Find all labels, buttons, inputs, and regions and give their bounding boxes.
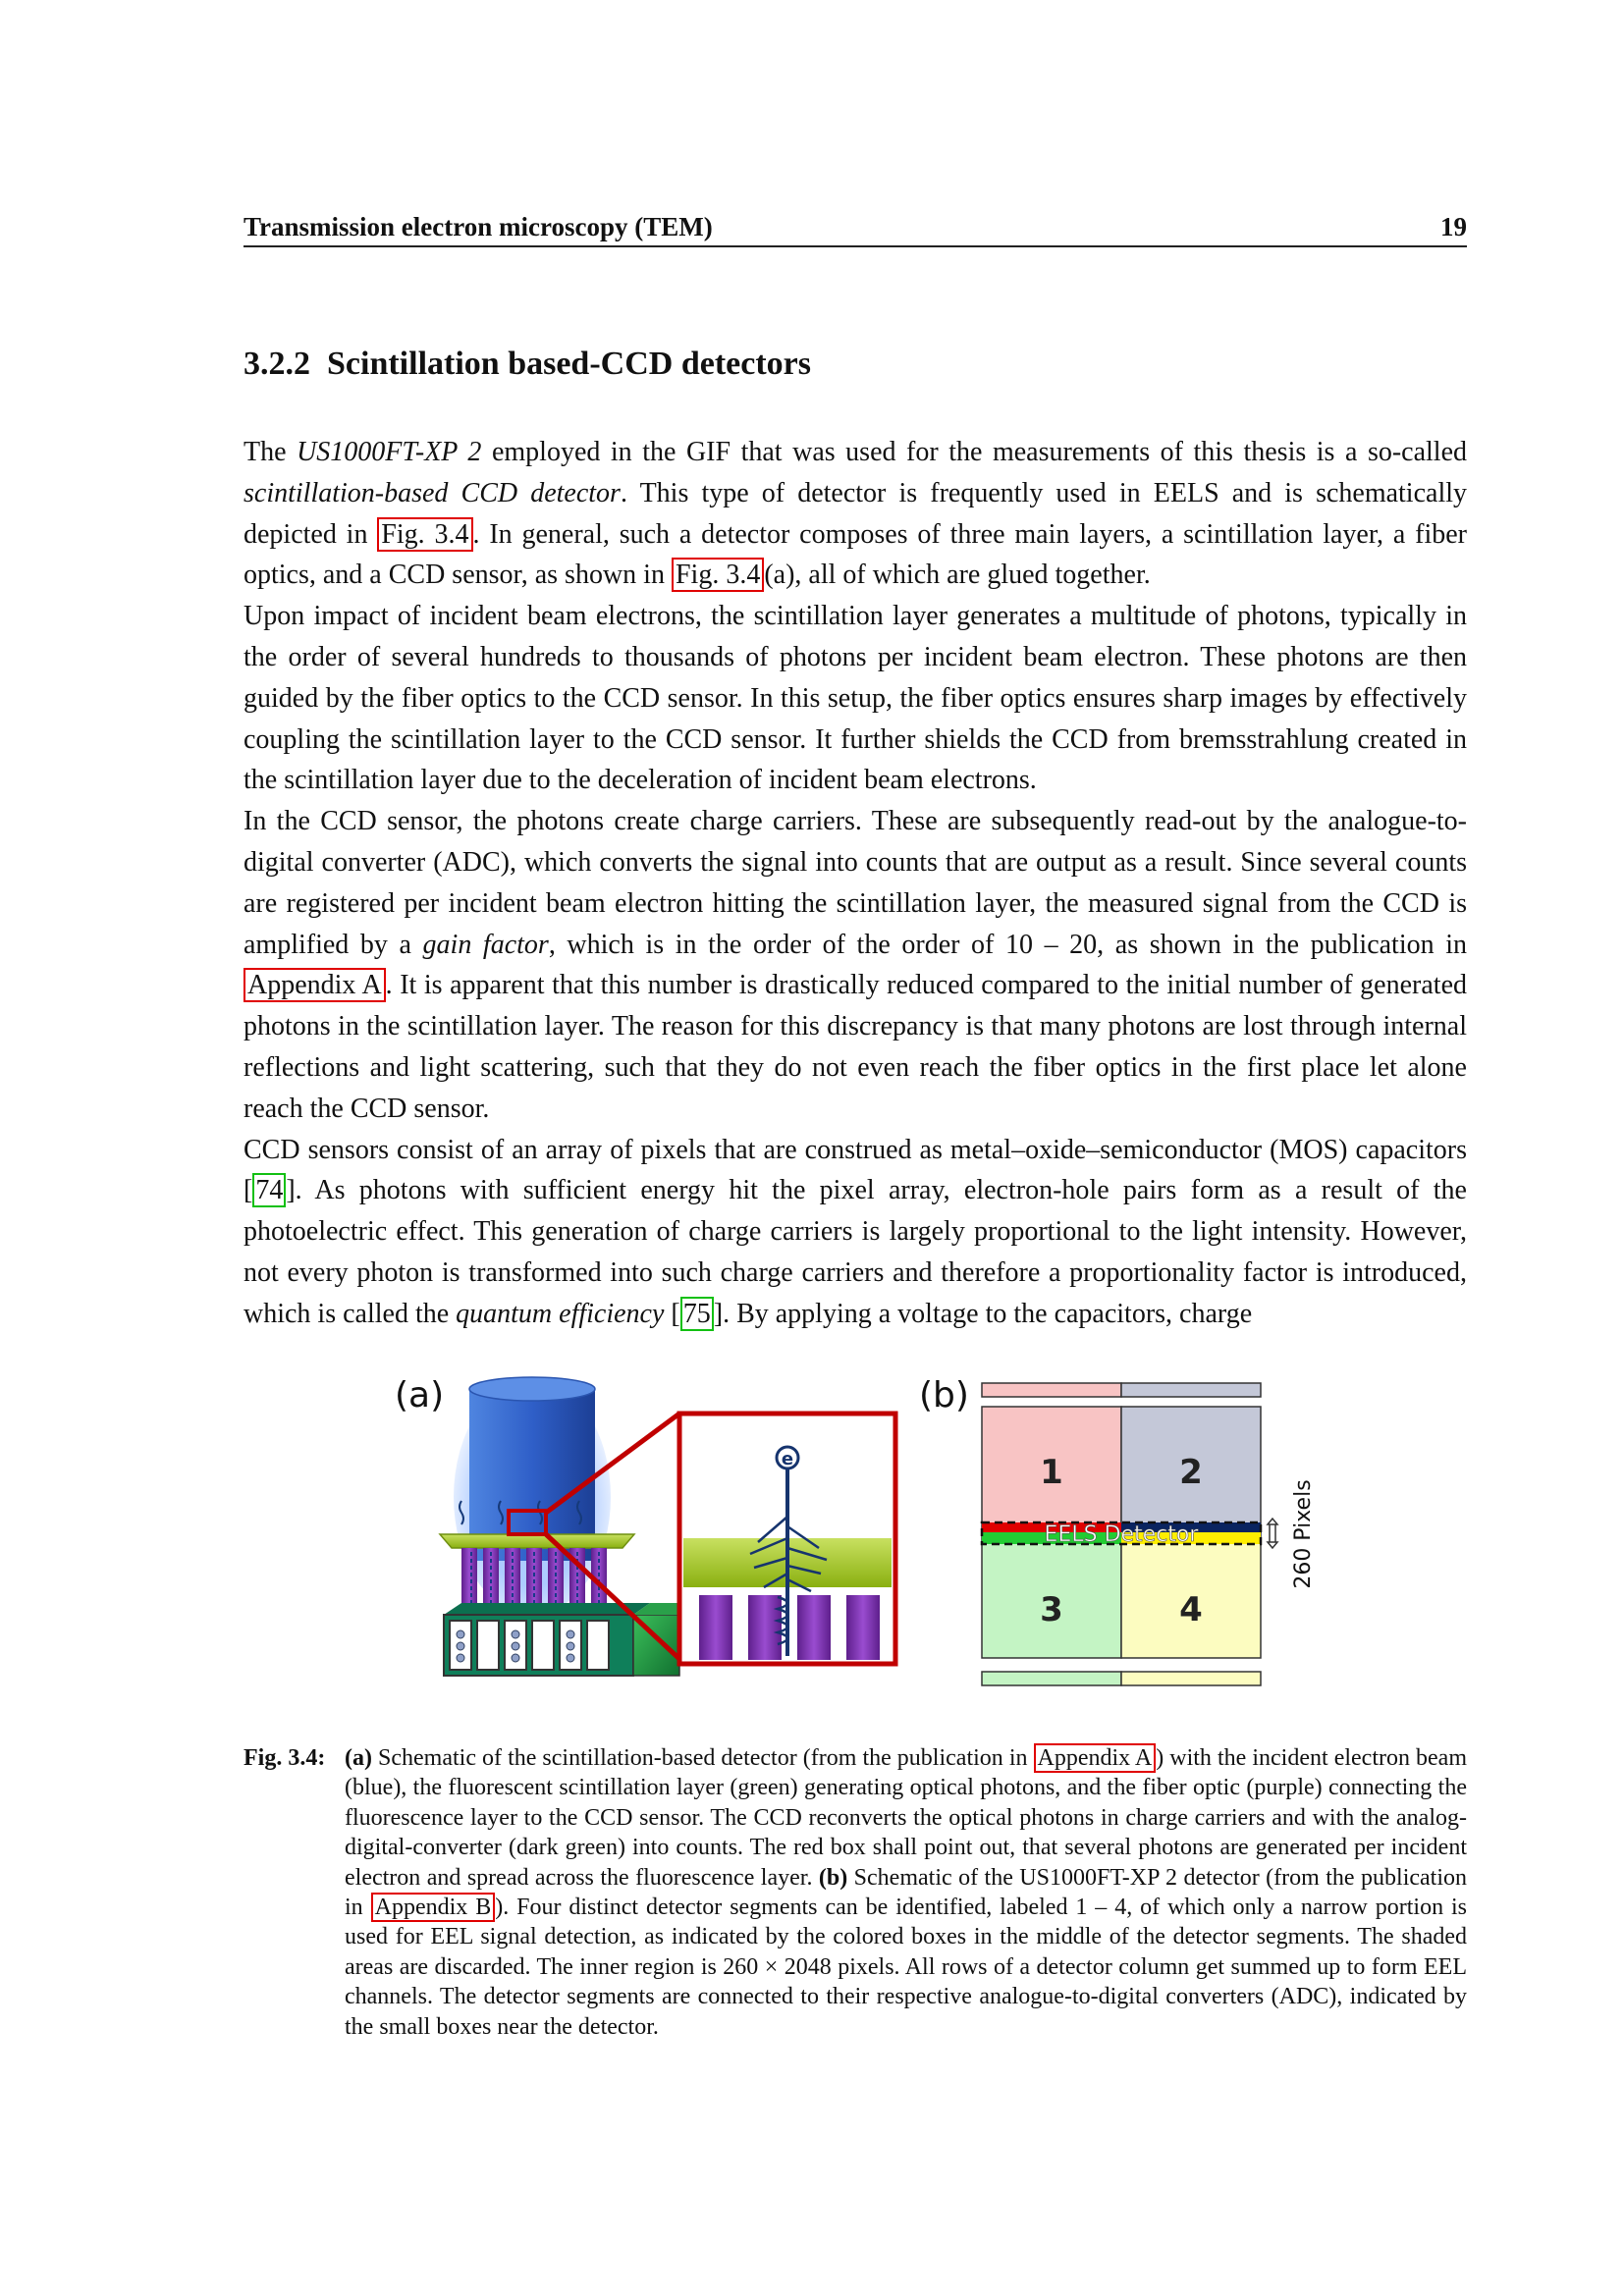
zoom-inset xyxy=(679,1414,895,1664)
pixels-label: 260 Pixels xyxy=(1291,1479,1316,1589)
fiber-optics xyxy=(461,1548,607,1609)
text-run: ). Four distinct detector segments can be identified, labeled 1 – 4, of which only a narrow portion is used for EEL signal detection, as indicated by the colored boxes in the middle of the detector segments. The shaded areas are discarded. The inner region is 260 × 2048 pixels. All rows of a detector column get summed up to form EEL channels. The detector segments are connected to their respective analogue-to-digital converters (ADC), indicated by the small boxes near the detector. xyxy=(345,1895,1467,2040)
appendix-b-link[interactable]: Appendix B xyxy=(371,1893,496,1922)
segment-2-label: 2 xyxy=(1179,1453,1203,1492)
paragraph-2: Upon impact of incident beam electrons, the scintillation layer generates a multitude of photons, typically in the order of several hundreds to thousands of photons per incident beam electron. These photons are then guided by the fiber optics to the CCD sensor. In this setup, the fiber optics ensures sharp images by effectively coupling the scintillation layer to the CCD sensor. It further shields the CCD from bremsstrahlung created in the scintillation layer due to the deceleration of incident beam electrons. xyxy=(244,601,1467,796)
detector-segments xyxy=(982,1383,1261,1685)
text-run: . In general, such a detector composes of three main layers, a scintillation layer, a fiber optics, and a CCD sensor, as shown in xyxy=(244,518,1468,591)
caption-body xyxy=(345,1743,1467,2042)
citation-75-link[interactable]: 75 xyxy=(680,1297,714,1331)
term-gain-factor: gain factor xyxy=(422,929,549,960)
section-title: Scintillation based-CCD detectors xyxy=(327,346,811,382)
term-quantum-efficiency: quantum efficiency xyxy=(456,1298,665,1329)
page-number: 19 xyxy=(1440,212,1467,241)
section-heading xyxy=(244,346,811,383)
caption-a-tag: (a) xyxy=(345,1745,372,1771)
appendix-a-link[interactable]: Appendix A xyxy=(1034,1743,1157,1773)
detector-name: US1000FT-XP 2 xyxy=(297,437,482,467)
text-run: Schematic of the US1000FT-XP 2 detector (from the publication in xyxy=(345,1864,1468,1921)
eels-detector-label: EELS Detector xyxy=(1044,1522,1199,1547)
text-run: ) with the incident electron beam (blue), the fluorescent scintillation layer (green) generating optical photons, and the fiber optic (purple) connecting the fluorescence layer to the CCD sensor. The CCD reconverts the optical photons in charge carriers and with the analog-digital-converter (dark green) into counts. The red box shall point out, that several photons are generated per incident electron and spread across the fluorescence layer. xyxy=(345,1745,1467,1891)
running-header xyxy=(244,208,1467,247)
body-text xyxy=(244,432,1467,1335)
fig-3-4-link[interactable]: Fig. 3.4 xyxy=(377,517,472,552)
ccd-sensor xyxy=(444,1603,650,1676)
text-run: , which is in the order of the order of 10 – 20, as shown in the publication in xyxy=(548,929,1467,960)
text-run: . This type of detector is frequently used in EELS and is schematically depicted in xyxy=(244,477,1467,550)
text-run: . It is apparent that this number is drastically reduced compared to the initial number of generated photons in the scintillation layer. The reason for this discrepancy is that many photons are lost through internal reflections and light scattering, such that they do not even reach the fiber optics in the first place let alone reach the CCD sensor. xyxy=(244,970,1467,1124)
text-run: employed in the GIF that was used for the measurements of this thesis is a so-called xyxy=(481,437,1468,467)
chapter-title: Transmission electron microscopy (TEM) xyxy=(244,212,713,241)
caption-label: Fig. 3.4: xyxy=(244,1745,326,1771)
electron-symbol: e xyxy=(781,1449,794,1469)
panel-label-a: (a) xyxy=(395,1375,445,1415)
text-run: In the CCD sensor, the photons create charge carriers. These are subsequently read-out by the analogue-to-digital converter (ADC), which converts the signal into counts that are output as a result. Since several counts are registered per incident beam electron hitting the scintillation layer, the measured signal from the CCD is amplified by a xyxy=(244,806,1467,960)
segment-4-label: 4 xyxy=(1179,1590,1203,1629)
text-run: ]. As photons with sufficient energy hit the pixel array, electron-hole pairs form as a result of the photoelectric effect. This generation of charge carriers is largely proportional to the light intensity. However, not every photon is transformed into such charge carriers and therefore a proportionality factor is introduced, which is called the xyxy=(244,1175,1467,1329)
text-run: ]. By applying a voltage to the capacitors, charge xyxy=(713,1298,1253,1329)
paragraph-3 xyxy=(244,801,1467,1129)
figure-caption xyxy=(244,1743,1467,2042)
citation-74-link[interactable]: 74 xyxy=(252,1173,286,1207)
panel-label-b: (b) xyxy=(919,1375,969,1415)
section-number: 3.2.2 xyxy=(244,346,310,382)
appendix-a-link[interactable]: Appendix A xyxy=(244,968,386,1002)
text-run: CCD sensors consist of an array of pixels that are construed as metal–oxide–semiconductor (MOS) capacitors [ xyxy=(244,1134,1467,1206)
text-run: [ xyxy=(664,1298,680,1329)
term-scintillation-ccd: scintillation-based CCD detector xyxy=(244,477,621,508)
segment-3-label: 3 xyxy=(1040,1590,1063,1629)
text-run: (a), all of which are glued together. xyxy=(764,560,1151,591)
fig-3-4-link[interactable]: Fig. 3.4 xyxy=(672,558,764,592)
figure-3-4 xyxy=(393,1369,1316,1723)
caption-b-tag: (b) xyxy=(818,1864,848,1891)
paragraph-4 xyxy=(244,1130,1467,1335)
text-run: The xyxy=(244,437,298,467)
text-run: Schematic of the scintillation-based detector (from the publication in xyxy=(371,1745,1034,1771)
pixel-height-indicator xyxy=(1268,1479,1316,1588)
paragraph-1 xyxy=(244,432,1467,596)
segment-1-label: 1 xyxy=(1040,1453,1063,1492)
